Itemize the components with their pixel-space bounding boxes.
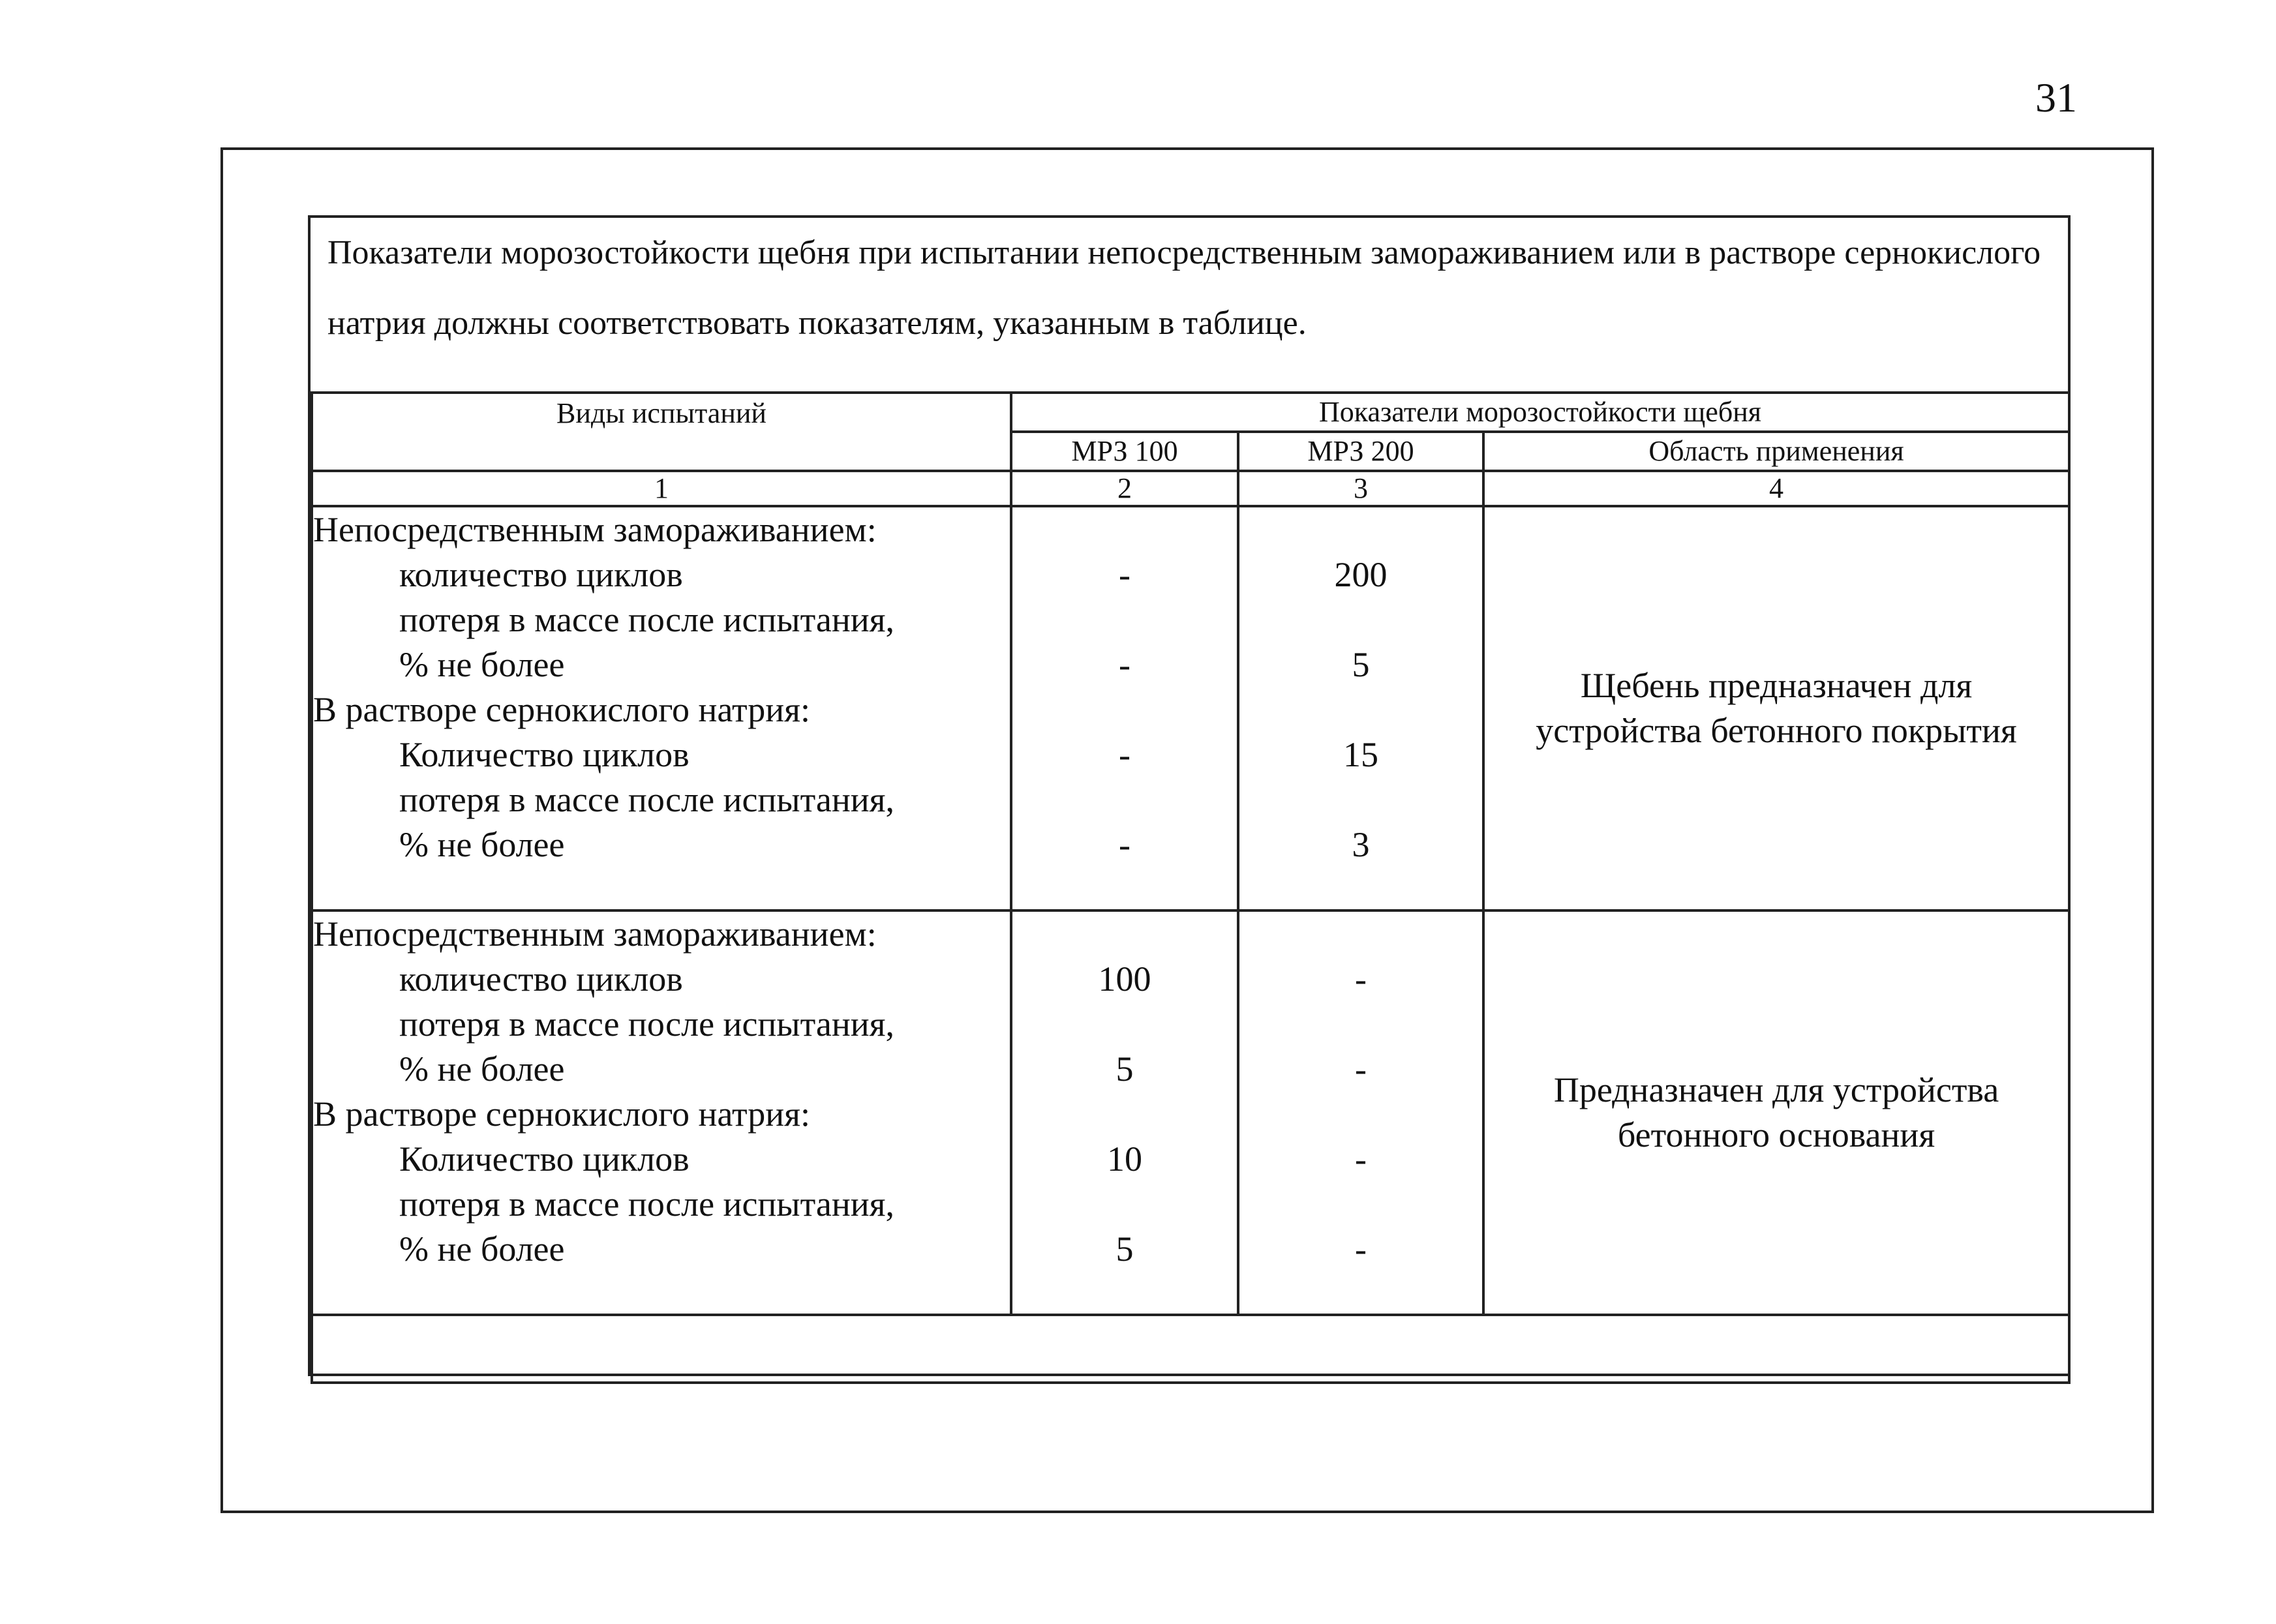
mrz200-value: - — [1355, 1229, 1367, 1269]
column-number: 3 — [1238, 471, 1483, 506]
test-line: % не более — [399, 1229, 565, 1269]
mrz100-value: 5 — [1115, 1049, 1134, 1089]
mrz100-values — [1011, 506, 1238, 910]
application-cell — [1483, 506, 2069, 910]
test-line: В растворе сернокислого натрия: — [313, 1094, 810, 1134]
test-line: потеря в массе после испытания, — [399, 780, 894, 819]
header-group: Показатели морозостойкости щебня — [1011, 393, 2069, 432]
mrz100-value: - — [1119, 555, 1130, 594]
header-test-types: Виды испытаний — [312, 393, 1011, 471]
column-number: 2 — [1011, 471, 1238, 506]
header-mrz200: МРЗ 200 — [1238, 432, 1483, 471]
header-mrz100: МРЗ 100 — [1011, 432, 1238, 471]
test-line: потеря в массе после испытания, — [399, 600, 894, 639]
test-line: Количество циклов — [399, 735, 690, 774]
mrz100-value: 10 — [1107, 1139, 1142, 1179]
mrz100-values — [1011, 910, 1238, 1315]
test-line: Непосредственным замораживанием: — [313, 914, 877, 954]
header-application: Область применения — [1483, 432, 2069, 471]
test-types-cell — [312, 506, 1011, 910]
mrz200-value: 3 — [1352, 825, 1370, 864]
test-line: В растворе сернокислого натрия: — [313, 690, 810, 729]
test-line: потеря в массе после испытания, — [399, 1184, 894, 1224]
test-line: потеря в массе после испытания, — [399, 1004, 894, 1044]
mrz200-values — [1238, 910, 1483, 1315]
test-line: % не более — [399, 645, 565, 684]
page-number: 31 — [2035, 74, 2077, 121]
mrz200-values — [1238, 506, 1483, 910]
test-line: количество циклов — [399, 555, 683, 594]
application-cell — [1483, 910, 2069, 1315]
application-line: Предназначен для устройства — [1553, 1070, 1999, 1109]
mrz200-value: - — [1355, 1049, 1367, 1089]
column-number: 1 — [312, 471, 1011, 506]
test-line: % не более — [399, 1049, 565, 1089]
mrz100-value: 100 — [1098, 959, 1151, 999]
application-line: устройства бетонного покрытия — [1536, 711, 2017, 750]
mrz200-value: 200 — [1334, 555, 1388, 594]
application-line: Щебень предназначен для — [1580, 666, 1973, 705]
mrz100-value: - — [1119, 645, 1130, 684]
test-line: % не более — [399, 825, 565, 864]
test-line: Количество циклов — [399, 1139, 690, 1179]
mrz100-value: 5 — [1115, 1229, 1134, 1269]
empty-footer-row — [312, 1315, 2069, 1383]
mrz200-value: 5 — [1352, 645, 1370, 684]
mrz200-value: 15 — [1343, 735, 1378, 774]
frost-resistance-table — [311, 391, 2071, 1384]
mrz200-value: - — [1355, 959, 1367, 999]
mrz100-value: - — [1119, 825, 1130, 864]
test-types-cell — [312, 910, 1011, 1315]
application-line: бетонного основания — [1617, 1115, 1935, 1154]
mrz100-value: - — [1119, 735, 1130, 774]
column-number: 4 — [1483, 471, 2069, 506]
test-line: Непосредственным замораживанием: — [313, 510, 877, 549]
document-box — [308, 215, 2071, 1376]
intro-paragraph: Показатели морозостойкости щебня при испытании непосредственным замораживанием или в растворе сернокислого натрия должны соответствовать показателям, указанным в таблице. — [327, 234, 2041, 342]
mrz200-value: - — [1355, 1139, 1367, 1179]
test-line: количество циклов — [399, 959, 683, 999]
